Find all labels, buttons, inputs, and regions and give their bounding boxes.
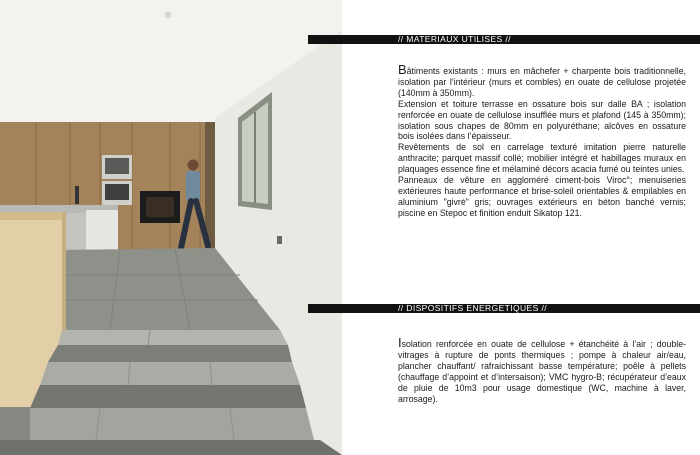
paragraph-isolation	[398, 335, 686, 404]
section-body-dispositifs	[398, 335, 686, 404]
drop-cap: I	[398, 335, 402, 350]
paragraph-panneaux: Panneaux de vêture en aggloméré ciment-bois Viroc°; menuiseries extérieures haute performance et brise-soleil orientables & empilables en aluminium "givré" gris; ouvrages extérieurs en béton banché vernis; piscine en Stepoc et finition enduit Sikatop 121.	[398, 175, 686, 218]
section-heading-text: // DISPOSITIFS ENERGETIQUES //	[398, 303, 547, 313]
section-heading-materiaux	[308, 35, 700, 44]
paragraph-text: solation renforcée en ouate de cellulose + étanchéité à l’air ; double-vitrages à rupture de ponts thermiques ; pompe à chaleur air/eau, plancher chauffant/ rafraichissant basse température; poêle à pellets (chauffage d’appoint et d’intersaison); VMC hygro-B; récupérateur d’eaux de pluie de 10m3 pour usage domestique (WC, machine à laver, arrosage).	[398, 339, 686, 404]
paragraph-text: âtiments existants : murs en mâchefer + charpente bois traditionnelle, isolation par l’intérieur (murs et combles) en ouate de cellulose projetée (140mm à 350mm).	[398, 66, 686, 98]
section-body-materiaux	[398, 62, 686, 219]
section-heading-text: // MATERIAUX UTILISES //	[398, 34, 511, 44]
lower-floor	[0, 440, 342, 455]
paragraph-batiments-existants	[398, 62, 686, 99]
person	[188, 160, 199, 171]
ceiling-spot-light	[165, 12, 172, 19]
paragraph-revetements: Revêtements de sol en carrelage texturé imitation pierre naturelle anthracite; parquet massif collé; mobilier intégré et habillages muraux en plaquages essence fine et mélaminé décors acacia fumé ou teintes unies.	[398, 142, 686, 175]
stair-step-3	[20, 408, 314, 440]
stair-step-2	[40, 362, 300, 385]
section-heading-dispositifs	[308, 304, 700, 313]
stair-step-1	[58, 330, 288, 345]
paragraph-extension: Extension et toiture terrasse en ossature bois sur dalle BA ; isolation renforcée en ouate de cellulose insufflée murs et plafond (145 à 350mm); isolation sous chapes de 80mm en polyuréthane; alcôves en ossature bois isolées dans l’épaisseur.	[398, 98, 686, 142]
interior-photo	[0, 0, 342, 455]
drop-cap: B	[398, 62, 407, 77]
interior-photo-drawing	[0, 0, 342, 455]
wall-switch	[277, 236, 282, 244]
